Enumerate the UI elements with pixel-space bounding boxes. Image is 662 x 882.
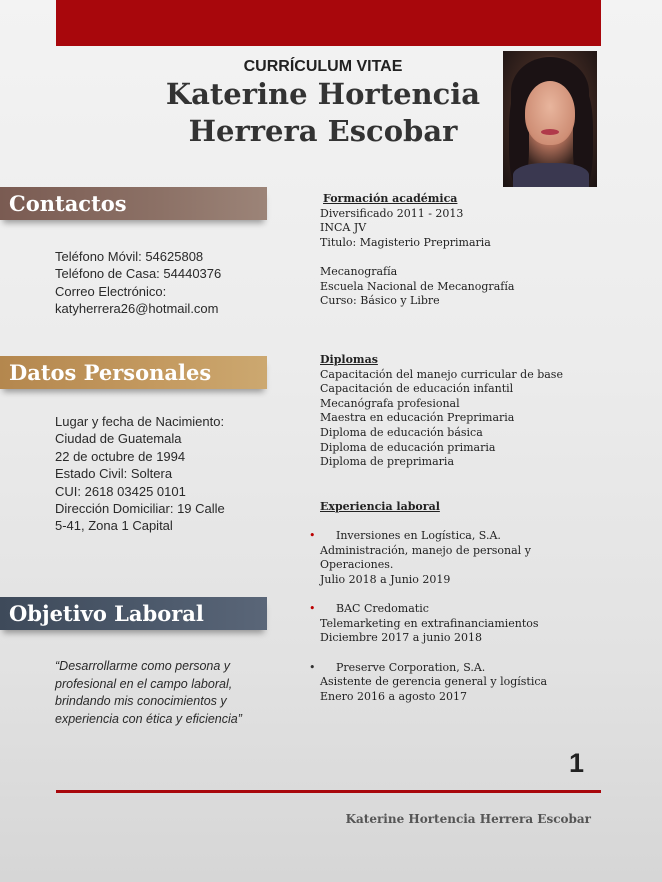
section-banner-datos-personales: Datos Personales xyxy=(0,356,267,389)
page-number: 1 xyxy=(569,748,585,778)
personal-line: CUI: 2618 03425 0101 xyxy=(55,483,186,499)
education-heading: Formación académica xyxy=(323,192,458,205)
contact-line: Teléfono de Casa: 54440376 xyxy=(55,266,222,282)
diploma-item: Diploma de educación primaria xyxy=(320,440,496,454)
personal-line: 22 de octubre de 1994 xyxy=(55,448,186,464)
personal-line: Lugar y fecha de Nacimiento: xyxy=(55,414,225,429)
job-company: Inversiones en Logística, S.A. xyxy=(336,529,501,543)
job-entry xyxy=(309,660,570,705)
experience-section xyxy=(309,500,570,704)
education-line: Mecanografía xyxy=(320,264,398,278)
contact-line: Teléfono Móvil: 54625808 xyxy=(55,249,204,264)
bullet-icon: • xyxy=(309,529,316,543)
contact-email: katyherrera26@hotmail.com xyxy=(55,301,219,317)
diploma-item: Mecanógrafa profesional xyxy=(320,396,460,410)
personal-line: Dirección Domiciliar: 19 Calle xyxy=(55,501,225,517)
bottom-red-line xyxy=(56,790,601,793)
job-dates: Julio 2018 a Junio 2019 xyxy=(320,572,451,586)
education-line: Escuela Nacional de Mecanografía xyxy=(320,279,515,293)
diploma-item: Capacitación del manejo curricular de base xyxy=(320,367,563,381)
diplomas-section xyxy=(320,353,570,470)
diplomas-heading: Diplomas xyxy=(320,353,378,366)
personal-line: Ciudad de Guatemala xyxy=(55,431,182,447)
candidate-name xyxy=(150,76,496,150)
contact-line: Correo Electrónico: xyxy=(55,283,167,299)
personal-data-list xyxy=(55,413,225,535)
education-line: Diversificado 2011 - 2013 xyxy=(320,206,464,220)
experience-heading: Experiencia laboral xyxy=(320,500,440,513)
section-banner-contactos: Contactos xyxy=(0,187,267,220)
job-description: Asistente de gerencia general y logística xyxy=(320,675,548,689)
personal-line: 5-41, Zona 1 Capital xyxy=(55,518,173,534)
bullet-icon: • xyxy=(309,660,316,674)
section-banner-objetivo-laboral: Objetivo Laboral xyxy=(0,597,267,630)
job-dates: Enero 2016 a agosto 2017 xyxy=(320,689,467,703)
job-dates: Diciembre 2017 a junio 2018 xyxy=(320,631,483,645)
photo-shirt xyxy=(513,163,589,187)
diploma-item: Diploma de educación básica xyxy=(320,425,483,439)
education-line: Titulo: Magisterio Preprimaria xyxy=(320,235,491,249)
bullet-icon: • xyxy=(309,602,316,616)
diploma-item: Capacitación de educación infantil xyxy=(320,382,514,396)
objective-quote: “Desarrollarme como persona y profesional en el campo laboral, brindando mis conocimientos y experiencia con ética y eficiencia” xyxy=(55,659,242,726)
profile-photo xyxy=(503,51,597,187)
photo-lips xyxy=(541,129,559,135)
top-red-bar xyxy=(56,0,601,46)
name-line-1: Katerine Hortencia xyxy=(165,77,481,111)
education-line: Curso: Básico y Libre xyxy=(320,294,440,308)
personal-line: Estado Civil: Soltera xyxy=(55,466,173,482)
photo-face xyxy=(525,81,575,145)
document-label: CURRÍCULUM VITAE xyxy=(243,58,403,75)
contacts-list xyxy=(55,248,221,318)
diploma-item: Maestra en educación Preprimaria xyxy=(320,411,515,425)
education-section xyxy=(320,192,570,309)
job-description: Telemarketing en extrafinanciamientos xyxy=(320,616,539,630)
name-line-2: Herrera Escobar xyxy=(188,114,458,148)
job-entry xyxy=(309,529,570,587)
education-line: INCA JV xyxy=(320,221,367,235)
job-entry xyxy=(309,602,570,646)
job-company: Preserve Corporation, S.A. xyxy=(336,660,486,674)
diploma-item: Diploma de preprimaria xyxy=(320,455,455,469)
footer-name: Katerine Hortencia Herrera Escobar xyxy=(345,812,591,826)
job-company: BAC Credomatic xyxy=(336,602,429,616)
job-description: Administración, manejo de personal y Operaciones. xyxy=(320,543,531,572)
